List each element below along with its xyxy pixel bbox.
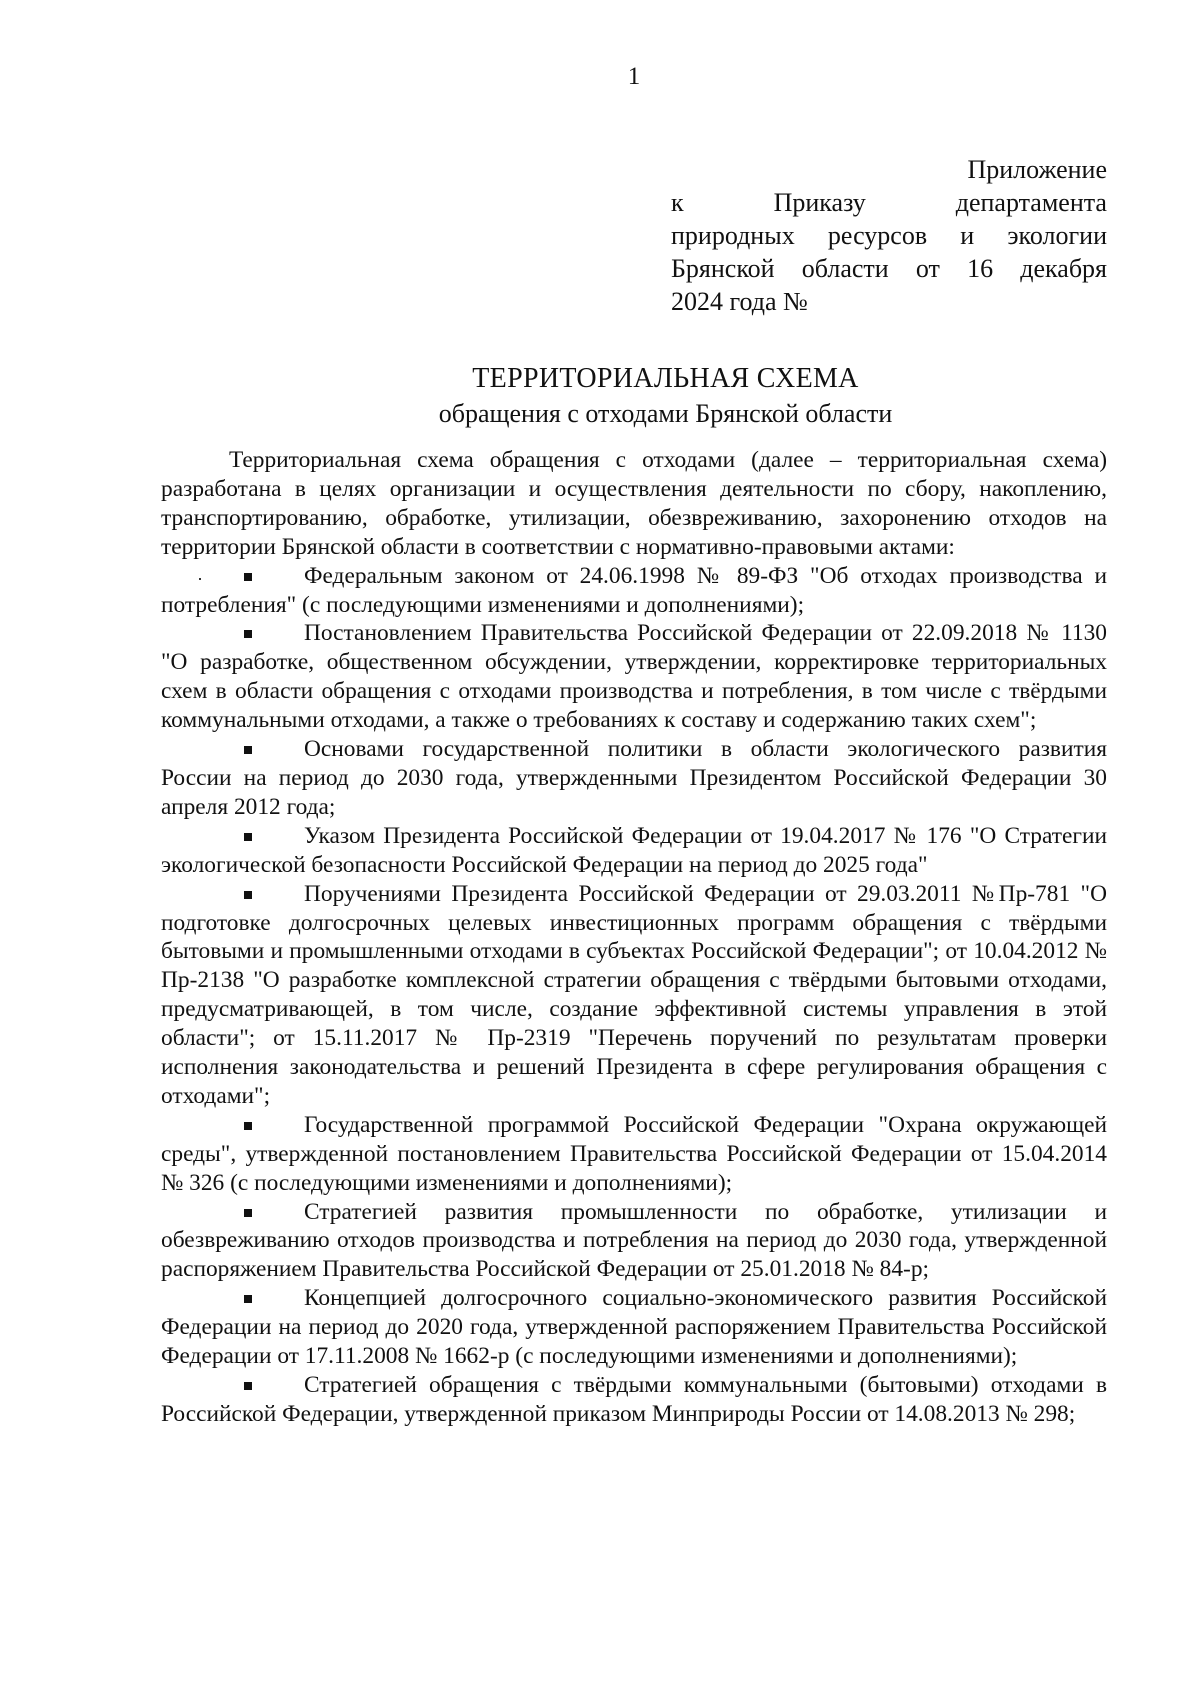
square-bullet-icon [244, 746, 252, 754]
appendix-line-5: 2024 года № [671, 287, 808, 316]
list-item-text: Указом Президента Российской Федерации от 19.04.2017 № 176 "О Стратегии экологической безопасности Российской Федерации на период до 2025 года" [161, 822, 1107, 878]
list-item [161, 1284, 1107, 1371]
appendix-word: департамента [955, 188, 1107, 217]
list-item [161, 735, 1107, 822]
square-bullet-icon [244, 1209, 252, 1217]
square-bullet-icon [244, 573, 252, 581]
list-item-text: Основами государственной политики в области экологического развития России на период до 2030 года, утвержденными Президентом Российской Федерации 30 апреля 2012 года; [161, 736, 1107, 820]
list-item-text: Стратегией развития промышленности по обработке, утилизации и обезвреживанию отходов производства и потребления на период до 2030 года, утвержденной распоряжением Правительства Российской Федерации от 25.01.2018 № 84-р; [161, 1198, 1107, 1283]
appendix-line-4: Брянской области от 16 декабря [671, 254, 1107, 283]
appendix-line-2 [671, 186, 1107, 219]
appendix-line-1: Приложение [967, 155, 1107, 184]
intro-paragraph: Территориальная схема обращения с отходами (далее – территориальная схема) разработана в целях организации и осуществления деятельности по сбору, накоплению, транспортированию, обработке, утилизации, обезвреживанию, захоронению отходов на территории Брянской области в соответствии с нормативно-правовыми актами: [161, 447, 1107, 560]
square-bullet-icon [244, 891, 252, 899]
list-item-text: Государственной программой Российской Федерации "Охрана окружающей среды", утвержденной постановлением Правительства Российской Федерации от 15.04.2014 № 326 (с последующими изменениями и дополнениями); [161, 1111, 1107, 1196]
list-item [161, 1198, 1107, 1285]
list-item-text: Поручениями Президента Российской Федерации от 29.03.2011 №Пр-781 "О подготовке долгосрочных целевых инвестиционных программ обращения с твёрдыми бытовыми и промышленными отходами в субъектах Российской Федерации"; от 10.04.2012 № Пр-2138 "О разработке комплексной стратегии обращения с твёрдыми бытовыми отходами, предусматривающей, в том числе, создание эффективной системы управления в этой области"; от 15.11.2017 № Пр-2319 "Перечень поручений по результатам проверки исполнения законодательства и решений Президента в сфере регулирования обращения с отходами"; [161, 880, 1107, 1109]
list-item [161, 1111, 1107, 1198]
page-number: 1 [627, 63, 641, 90]
appendix-word: Приказу [773, 188, 866, 217]
document-body [161, 446, 1107, 1429]
list-item-text: Стратегией обращения с твёрдыми коммунальными (бытовыми) отходами в Российской Федерации, утвержденной приказом Минприроды России от 14.08.2013 № 298; [161, 1372, 1107, 1427]
list-item-text: Концепцией долгосрочного социально-экономического развития Российской Федерации на период до 2020 года, утвержденной распоряжением Правительства Российской Федерации от 17.11.2008 № 1662-р (с последующими изменениями и дополнениями); [161, 1285, 1107, 1370]
square-bullet-icon [244, 630, 252, 638]
square-bullet-icon [244, 1122, 252, 1130]
list-item-text: Федеральным законом от 24.06.1998 № 89-ФЗ "Об отходах производства и потребления" (с последующими изменениями и дополнениями); [161, 562, 1107, 618]
list-item [161, 562, 1107, 620]
appendix-line-3: природных ресурсов и экологии [671, 221, 1107, 250]
appendix-header [671, 153, 1107, 318]
document-subtitle: обращения с отходами Брянской области [438, 399, 893, 428]
list-item-text: Постановлением Правительства Российской Федерации от 22.09.2018 № 1130 "О разработке, общественном обсуждении, утверждении, корректировке территориальных схем в области обращения с отходами производства и потребления, в том числе с твёрдыми коммунальными отходами, а также о требованиях к составу и содержанию таких схем"; [161, 620, 1107, 734]
list-item [161, 619, 1107, 735]
document-title: ТЕРРИТОРИАЛЬНАЯ СХЕМА [472, 363, 859, 394]
scan-speck [199, 578, 201, 580]
list-item [161, 880, 1107, 1111]
list-item [161, 1371, 1107, 1429]
appendix-word: к [671, 188, 684, 217]
square-bullet-icon [244, 833, 252, 841]
list-item [161, 822, 1107, 880]
square-bullet-icon [244, 1295, 252, 1303]
square-bullet-icon [244, 1382, 252, 1390]
